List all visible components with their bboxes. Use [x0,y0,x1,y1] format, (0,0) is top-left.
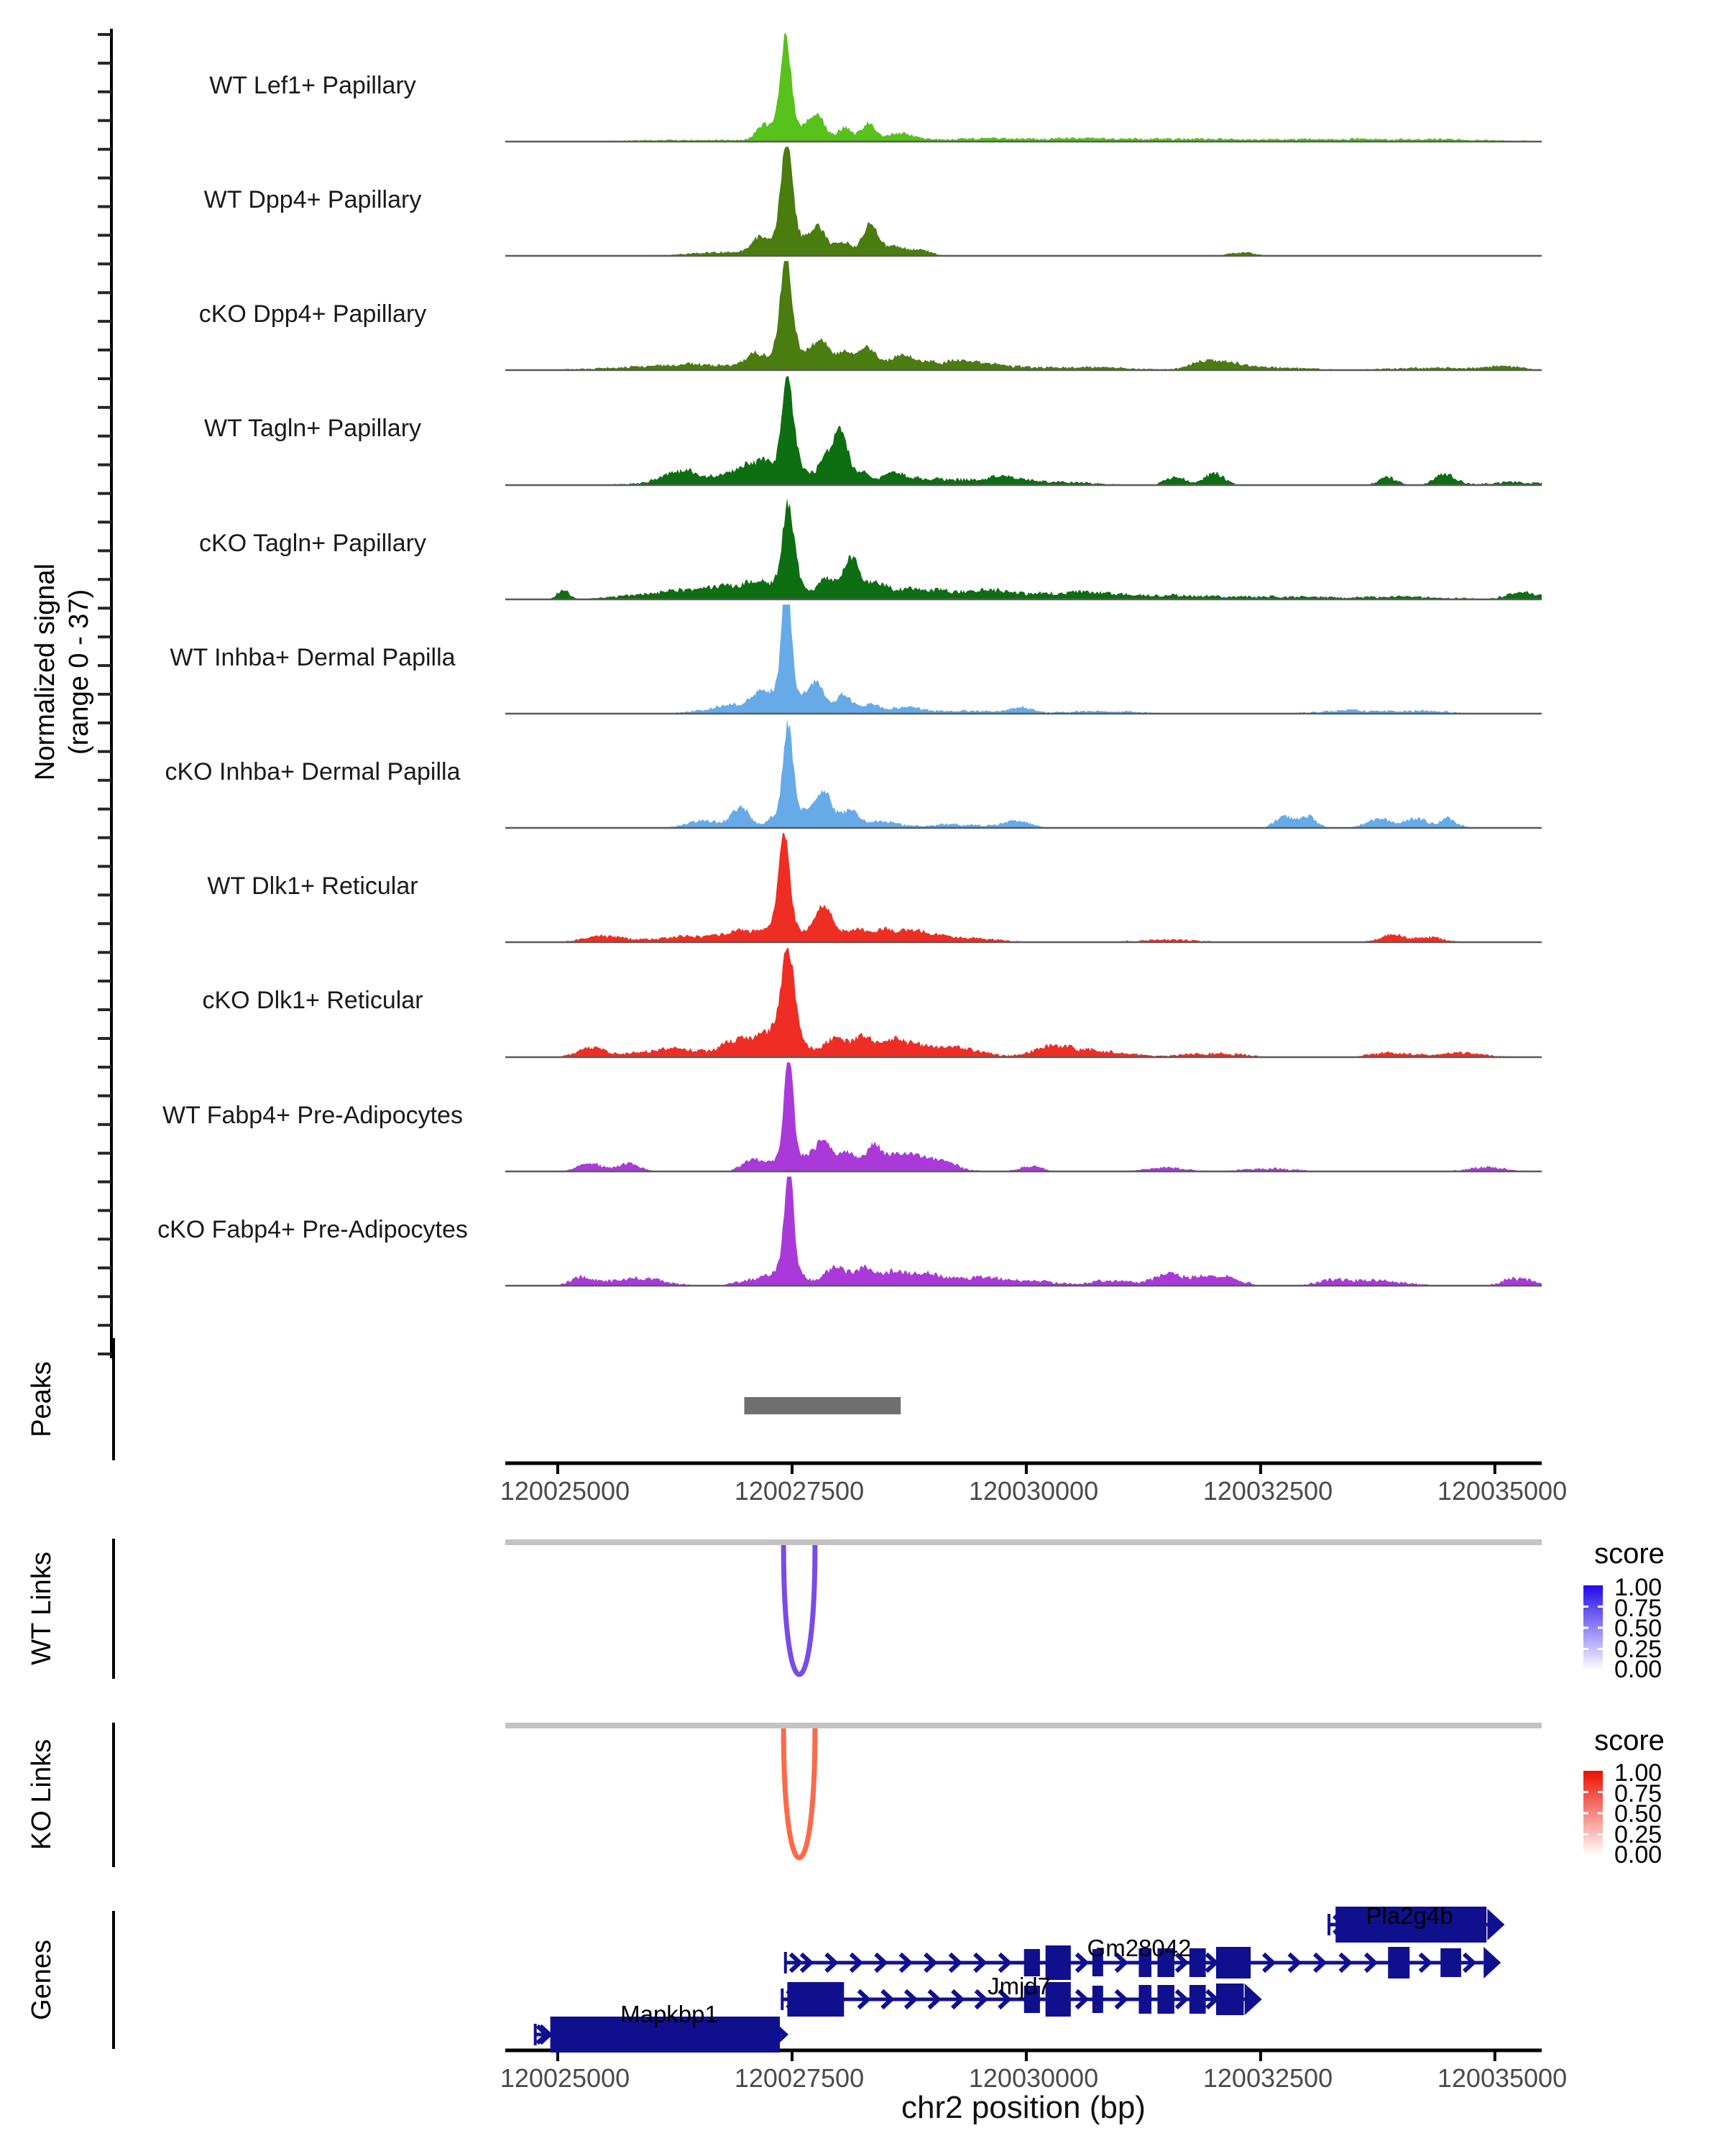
track-label-wt-inhba: WT Inhba+ Dermal Papilla [170,644,456,671]
wt-legend-0.50: 0.50 [1614,1615,1662,1642]
ko-score-legend-title: score [1594,1725,1665,1756]
ko-legend-0.75: 0.75 [1614,1780,1662,1807]
track-label-cko-fabp4: cKO Fabp4+ Pre-Adipocytes [157,1216,468,1243]
ko-links-panel-label: KO Links [27,1738,57,1851]
track-label-cko-dlk1: cKO Dlk1+ Reticular [202,987,423,1014]
axis1-tick-120030000: 120030000 [968,1476,1099,1506]
wt-legend-0.00: 0.00 [1614,1656,1662,1683]
track-label-cko-dpp4: cKO Dpp4+ Papillary [198,300,427,328]
wt-legend-0.25: 0.25 [1614,1636,1662,1663]
y-axis-label-line2: (range 0 - 37) [64,589,94,755]
track-label-wt-fabp4: WT Fabp4+ Pre-Adipocytes [162,1102,463,1129]
axis2-tick-120030000: 120030000 [968,2063,1099,2093]
axis2-tick-120035000: 120035000 [1437,2063,1568,2093]
axis2-tick-120027500: 120027500 [734,2063,865,2093]
ko-legend-0.25: 0.25 [1614,1821,1662,1848]
track-label-cko-tagln: cKO Tagln+ Papillary [199,530,426,557]
ko-legend-1.00: 1.00 [1614,1759,1662,1787]
ko-legend-0.00: 0.00 [1614,1841,1662,1869]
wt-score-legend-title: score [1594,1538,1665,1570]
wt-legend-1.00: 1.00 [1614,1574,1662,1601]
gene-label-gm28042: Gm28042 [1087,1935,1192,1961]
axis2-tick-120025000: 120025000 [500,2063,630,2093]
gene-label-pla2g4b: Pla2g4b [1366,1902,1453,1929]
genes-panel-label: Genes [27,1940,57,2020]
track-label-wt-dpp4: WT Dpp4+ Papillary [203,186,422,213]
wt-legend-0.75: 0.75 [1614,1595,1662,1622]
gene-label-jmjd7: Jmjd7 [987,1973,1052,1999]
axis2-tick-120032500: 120032500 [1202,2063,1333,2093]
y-axis-label-line1: Normalized signal [30,563,60,781]
track-label-wt-tagln: WT Tagln+ Papillary [203,415,422,442]
axis1-tick-120032500: 120032500 [1202,1476,1333,1506]
axis1-tick-120035000: 120035000 [1437,1476,1568,1506]
axis1-tick-120025000: 120025000 [500,1476,630,1506]
ko-legend-0.50: 0.50 [1614,1800,1662,1828]
y-axis-label [29,349,96,995]
gene-label-mapkbp1: Mapkbp1 [620,2001,718,2027]
wt-links-panel-label: WT Links [27,1552,57,1665]
axis1-tick-120027500: 120027500 [734,1476,865,1506]
peaks-panel-label: Peaks [27,1361,57,1437]
track-label-wt-lef1: WT Lef1+ Papillary [209,72,416,99]
track-label-cko-inhba: cKO Inhba+ Dermal Papilla [165,758,461,786]
x-axis-label: chr2 position (bp) [901,2090,1146,2125]
track-label-wt-dlk1: WT Dlk1+ Reticular [207,872,418,900]
